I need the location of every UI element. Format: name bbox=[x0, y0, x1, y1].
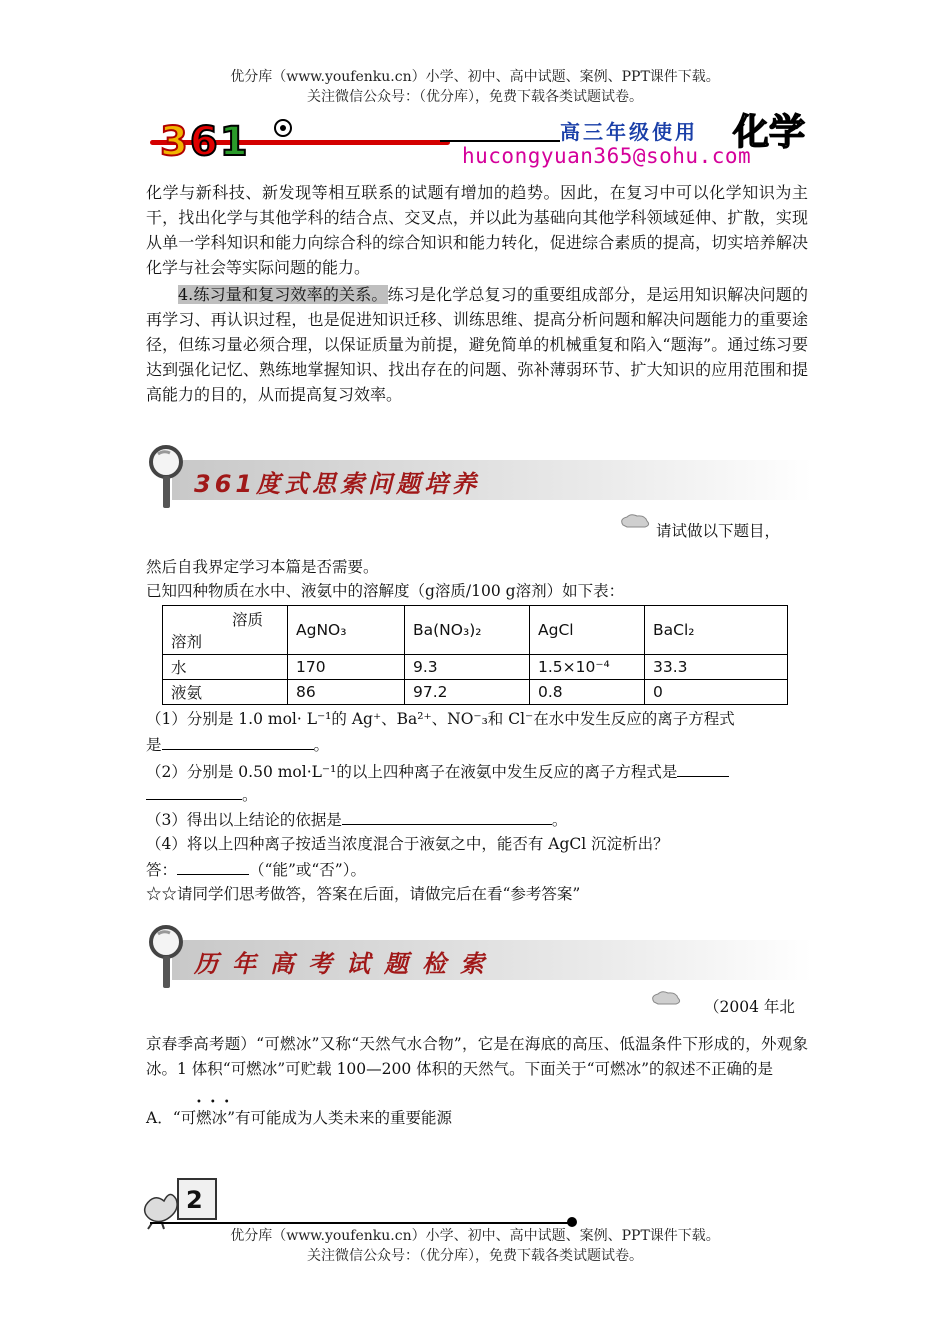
table-cell: 0.8 bbox=[530, 680, 645, 705]
grade-label: 高三年级使用 bbox=[560, 120, 698, 144]
period: 。 bbox=[313, 736, 330, 754]
table-header-row bbox=[163, 606, 788, 655]
footer-line-2: 关注微信公众号：（优分库），免费下载各类试题试卷。 bbox=[307, 1248, 643, 1264]
question-1-line-2 bbox=[146, 733, 329, 756]
question-2-line-2 bbox=[146, 783, 258, 806]
answer-blank-2b[interactable] bbox=[146, 783, 242, 800]
logo-digit-3: 3 bbox=[160, 119, 190, 165]
answer-line bbox=[146, 858, 366, 881]
paragraph-2-text: 练习是化学总复习的重要组成部分，是运用知识解决问题的再学习、再认识过程，也是促进知识迁移、训练思维、提高分析问题和解决问题能力的重要途径，但练习量必须合理，以保证质量为前提，避免简单的机械重复和陷入“题海”。通过练习要达到强化记忆、熟练地掌握知识、找出存在的问题、弥补薄弱环节、扩大知识的应用范围和提高能力的目的，从而提高复习效率。 bbox=[146, 285, 808, 404]
table-cell: 0 bbox=[645, 680, 788, 705]
answer-blank-4[interactable] bbox=[177, 858, 249, 875]
corner-solvent-label: 溶剂 bbox=[171, 633, 203, 651]
header-black-line bbox=[440, 140, 560, 142]
column-header: BaCl₂ bbox=[645, 606, 788, 655]
answer-options: （“能”或“否”）。 bbox=[249, 861, 366, 879]
table-row bbox=[163, 680, 788, 705]
intro-text-tail: 请试做以下题目， bbox=[656, 522, 781, 540]
answer-prefix: 答： bbox=[146, 861, 178, 879]
magnifier-icon bbox=[146, 922, 186, 992]
cloud-icon bbox=[619, 513, 651, 529]
intro-text-line2: 然后自我界定学习本篇是否需要。 bbox=[146, 558, 379, 576]
logo-digit-1: 1 bbox=[219, 119, 250, 165]
question-4: （4）将以上四种离子按适当浓度混合于液氨之中，能否有 AgCl 沉淀析出？ bbox=[146, 835, 669, 853]
table-cell: 86 bbox=[288, 680, 405, 705]
logo-digit-6: 6 bbox=[189, 119, 220, 165]
section-title-thinking: 361度式思索问题培养 bbox=[194, 470, 481, 498]
option-a: A．“可燃冰”有可能成为人类未来的重要能源 bbox=[146, 1109, 453, 1127]
question-3-text: （3）得出以上结论的依据是 bbox=[146, 811, 342, 829]
magnifier-icon bbox=[146, 442, 186, 512]
table-cell: 1.5×10⁻⁴ bbox=[530, 655, 645, 680]
row-label: 水 bbox=[163, 655, 288, 680]
table-caption: 已知四种物质在水中、液氨中的溶解度（g溶质/100 g溶剂）如下表： bbox=[146, 582, 625, 600]
logo-361 bbox=[160, 119, 250, 165]
table-cell: 170 bbox=[288, 655, 405, 680]
subject-label: 化学 bbox=[733, 112, 806, 153]
period: 。 bbox=[551, 811, 568, 829]
section-banner-thinking bbox=[146, 442, 806, 498]
table-cell: 9.3 bbox=[405, 655, 530, 680]
solubility-table bbox=[162, 605, 788, 705]
exam-source-tail: （2004 年北 bbox=[704, 998, 795, 1016]
column-header: AgCl bbox=[530, 606, 645, 655]
section-banner-exam bbox=[146, 922, 806, 978]
column-header: AgNO₃ bbox=[288, 606, 405, 655]
section-title-exam: 历年高考试题检索 bbox=[194, 950, 498, 978]
question-2-text: （2）分别是 0.50 mol·L⁻¹的以上四种离子在液氨中发生反应的离子方程式是 bbox=[146, 763, 678, 781]
table-cell: 33.3 bbox=[645, 655, 788, 680]
footer-line bbox=[150, 1222, 570, 1224]
exam-question-text: 京春季高考题）“可燃冰”又称“天然气水合物”，它是在海底的高压、低温条件下形成的，外观象冰。1 体积“可燃冰”可贮载 100—200 体积的天然气。下面关于“可燃冰”的叙述不正确的是 bbox=[146, 1035, 808, 1078]
paragraph-1: 化学与新科技、新发现等相互联系的试题有增加的趋势。因此，在复习中可以化学知识为主干，找出化学与其他学科的结合点、交叉点，并以此为基础向其他学科领域延伸、扩散，实现从单一学科知识和能力向综合科的综合知识和能力转化，促进综合素质的提高，切实培养解决化学与社会等实际问题的能力。 bbox=[146, 183, 808, 277]
corner-solute-label: 溶质 bbox=[231, 611, 263, 629]
question-2 bbox=[146, 760, 729, 783]
question-3 bbox=[146, 808, 567, 831]
paragraph-2 bbox=[146, 282, 808, 407]
row-label: 液氨 bbox=[163, 680, 288, 705]
emphasis-dots: ••• bbox=[196, 1097, 238, 1108]
answer-blank-1[interactable] bbox=[162, 733, 314, 750]
table-corner-cell bbox=[163, 606, 288, 655]
table-row bbox=[163, 655, 788, 680]
table-cell: 97.2 bbox=[405, 680, 530, 705]
paragraph-2-highlight: 4.练习量和复习效率的关系。 bbox=[178, 285, 388, 304]
answer-blank-2a[interactable] bbox=[677, 760, 729, 777]
target-icon bbox=[274, 119, 292, 137]
column-header: Ba(NO₃)₂ bbox=[405, 606, 530, 655]
cloud-icon bbox=[650, 990, 682, 1006]
page-number: 2 bbox=[186, 1186, 203, 1214]
author-email: hucongyuan365@sohu.com bbox=[462, 144, 752, 168]
footer-line-1: 优分库（www.youfenku.cn）小学、初中、高中试题、案例、PPT课件下载。 bbox=[230, 1228, 720, 1244]
answer-blank-3[interactable] bbox=[342, 808, 552, 825]
header-line-2: 关注微信公众号：（优分库），免费下载各类试题试卷。 bbox=[307, 89, 643, 105]
question-1-label: 是 bbox=[146, 736, 162, 754]
header-line-1: 优分库（www.youfenku.cn）小学、初中、高中试题、案例、PPT课件下载。 bbox=[230, 69, 720, 85]
period: 。 bbox=[242, 786, 258, 804]
question-1-line-1: （1）分别是 1.0 mol· L⁻¹的 Ag⁺、Ba²⁺、NO⁻₃和 Cl⁻在水中发生反应的离子方程式 bbox=[146, 710, 735, 728]
note-line: ☆☆请同学们思考做答，答案在后面，请做完后在看“参考答案” bbox=[146, 885, 581, 903]
